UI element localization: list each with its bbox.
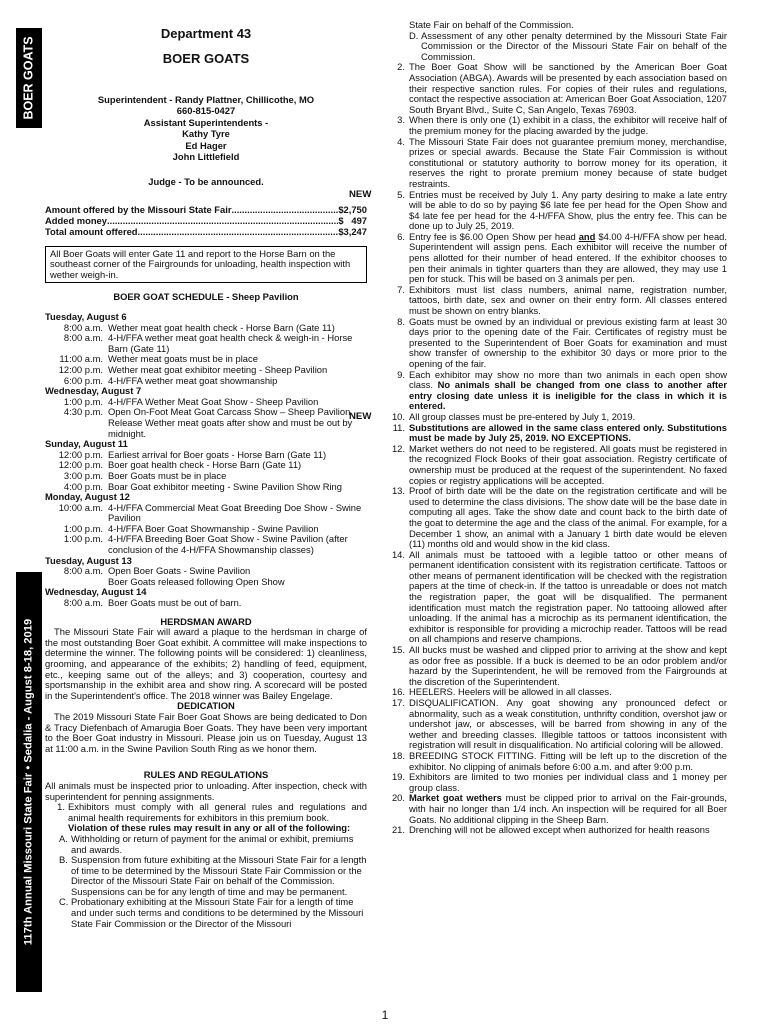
- rule-item: [375, 550, 727, 645]
- rule-text: [409, 317, 727, 370]
- rule-text: [409, 550, 727, 645]
- rule-item: [375, 370, 727, 412]
- event-time: 1:00 p.m.: [63, 522, 103, 534]
- event-description: 4-H/FFA Commercial Meat Goat Breeding Doe Show - Swine Pavilion: [108, 501, 362, 524]
- herdsman-title: HERDSMAN AWARD: [160, 615, 252, 627]
- event-time: 8:00 a.m.: [63, 321, 103, 333]
- assistant-heading: Assistant Superintendents -: [143, 116, 269, 128]
- rule-item: [375, 423, 727, 444]
- rule-subitem: [45, 834, 367, 855]
- rule-text: [409, 645, 727, 687]
- schedule-day: Tuesday, August 6: [45, 311, 127, 323]
- subitem-letter: A.: [59, 832, 68, 844]
- rule-text: [409, 137, 727, 190]
- page-title: BOER GOATS: [162, 51, 250, 66]
- subitem-text: Withholding or return of payment for the animal or exhibit, premiums and awards.: [71, 832, 354, 855]
- event-description: Boar Goat exhibitor meeting - Swine Pavilion Show Ring: [108, 480, 342, 492]
- schedule-day: Monday, August 12: [45, 491, 130, 503]
- rule-number: 8.: [397, 315, 405, 327]
- rule-number: 9.: [397, 368, 405, 380]
- judge-line: Judge - To be announced.: [148, 176, 264, 188]
- schedule-event: [45, 365, 367, 376]
- schedule-event: [45, 503, 367, 524]
- rule-number: 5.: [397, 188, 405, 200]
- rule-text-part: Exhibitors are limited to two monies per individual class and 1 money per group class.: [409, 771, 727, 793]
- event-description: 4-H/FFA Boer Goat Showmanship - Swine Pavilion: [108, 522, 319, 534]
- dedication-text: The 2019 Missouri State Fair Boer Goat Shows are being dedicated to Don & Tracy Diefenbach of Amarugia Boer Goats. They have been very important to the Boer Goat industry in Missouri. Please join us on Tuesday, August 13 at 11:00 a.m. in the Swine Pavilion South Ring as we honor them.: [45, 710, 367, 754]
- rule-text-part: All group classes must be pre-entered by July 1, 2019.: [409, 410, 636, 422]
- rule-text-part: When there is only one (1) exhibit in a class, the exhibitor will receive half of the premium money for the placing awarded by the judge.: [409, 114, 727, 136]
- rule-subitem: [375, 31, 727, 63]
- rule-text: [409, 772, 727, 793]
- rule-text-part: Entry fee is $6.00 Open Show per head: [409, 230, 579, 242]
- side-tab-label: BOER GOATS: [21, 36, 36, 120]
- schedule-event: [45, 471, 367, 482]
- money-table: [45, 204, 367, 238]
- rule-number: 13.: [391, 485, 405, 497]
- rule-item: [375, 793, 727, 825]
- money-label: Total amount offered: [45, 226, 138, 238]
- rule-number: 18.: [391, 749, 405, 761]
- rule-text: [409, 825, 727, 836]
- schedule-event: [45, 598, 367, 609]
- event-time: 8:00 a.m.: [63, 565, 103, 577]
- event-time: 12:00 p.m.: [58, 448, 103, 460]
- event-description: Open On-Foot Meat Goat Carcass Show – Sheep Pavilion Release Wether meat goats after show and must be out by midnight.: [108, 406, 353, 439]
- rule-1-subitems: [45, 834, 367, 929]
- new-tag: NEW: [349, 188, 372, 200]
- rule-text-part: Proof of birth date will be the date on the registration certificate and will be used to determine the class divisions. The show date will be the base date in computing all ages. Take the show date and count back to the birth date of the goat to determine the age and the class of the animal. For example, for a December 1 show, an animal with a January 1 birth date would be eleven (11) months old and would show in the kid class.: [409, 485, 727, 550]
- subitem-text: Suspension from future exhibiting at the Missouri State Fair for a length of time to be determined by the Missouri State Fair Commission or the Director of the Missouri State Fair on behalf of the Commission. Suspensions can be for any length of time and may be permanent.: [71, 854, 367, 897]
- schedule-event: [45, 534, 367, 555]
- event-description: Boer Goats must be out of barn.: [108, 597, 242, 609]
- event-description: Wether meat goat health check - Horse Barn (Gate 11): [108, 321, 335, 333]
- event-description: Open Boer Goats - Swine Pavilion: [108, 565, 251, 577]
- superintendent: Superintendent - Randy Plattner, Chillicothe, MO: [97, 94, 315, 105]
- event-time: 3:00 p.m.: [63, 469, 103, 481]
- subitem-letter: B.: [59, 854, 68, 866]
- rule-number: 17.: [391, 697, 405, 708]
- rule-number: 1.: [57, 801, 65, 813]
- money-row: [45, 215, 367, 226]
- new-tag: NEW: [349, 410, 372, 422]
- rule-text: [409, 423, 727, 444]
- event-time: 1:00 p.m.: [63, 395, 103, 407]
- rule-continuation: State Fair on behalf of the Commission.: [409, 19, 574, 30]
- schedule-event: [45, 407, 367, 439]
- money-row: [45, 204, 367, 215]
- rule-text: [409, 444, 727, 486]
- rule-text: [409, 190, 727, 232]
- rule-text-part: Entries must be received by July 1. Any party desiring to make a late entry will be able to do so by paying $6 late fee per head for the Open Show and $4 late fee per head for the 4-H/FFA Show, plus the entry fee. This can be done up to July 25, 2019.: [409, 188, 727, 232]
- herdsman-text: The Missouri State Fair will award a plaque to the herdsman in charge of the most outstanding Boer Goat exhibit. A committee will make inspections to determine the winner. The following points will be considered: 1) cleanliness, grooming, and appearance of the exhibits; 2) handling of feed, equipment, etc., keeping same out of the alleys; and 3) cooperation, courtesy and sportsmanship in the exhibit area and show ring. A scorecard will be posted in the Superintendent's office. The 2018 winner was Bailey Engelage.: [45, 626, 367, 701]
- rule-text: [409, 115, 727, 136]
- rules-intro: All animals must be inspected prior to unloading. After inspection, check with superintendent for penning assignments.: [45, 779, 367, 802]
- rule-text: [409, 751, 727, 772]
- rule-subitem: [45, 855, 367, 897]
- rule-number: 16.: [391, 686, 405, 698]
- rule-emphasis: and: [578, 230, 596, 242]
- entry-notice-box: All Boer Goats will enter Gate 11 and report to the Horse Barn on the southeast corner of the Fairgrounds for unloading, health inspection with wether weigh-in.: [45, 246, 367, 284]
- event-description: Boer Goats must be in place: [108, 469, 227, 481]
- event-description: 4-H/FFA Breeding Boer Goat Show - Swine Pavilion (after conclusion of the 4-H/FFA Showmanship classes): [108, 533, 348, 556]
- side-tab-boer-goats: [16, 28, 42, 128]
- event-description: 4-H/FFA wether meat goat showmanship: [108, 374, 278, 386]
- event-description: Boer goat health check - Horse Barn (Gate 11): [108, 459, 302, 471]
- rule-bold-text: No animals shall be changed from one class to another after entry closing date unless it is ineligible for the class in which it is entered.: [409, 379, 727, 412]
- rule-item: [375, 751, 727, 772]
- rule-bold-lead: Market goat wethers: [409, 792, 502, 804]
- rule-text: Exhibitors must comply with all general rules and regulations and animal health requirements for exhibitors in this premium book.: [68, 801, 367, 823]
- rule-item: [375, 62, 727, 115]
- rule-text: [409, 486, 727, 550]
- page-number: 1: [381, 1008, 389, 1022]
- rule-item: [375, 317, 727, 370]
- event-time: 11:00 a.m.: [59, 353, 103, 365]
- rule-penalty-heading: Violation of these rules may result in any or all of the following:: [68, 822, 351, 834]
- rule-item: [45, 802, 367, 834]
- event-description: 4-H/FFA Wether Meat Goat Show - Sheep Pavilion: [108, 395, 319, 407]
- rule-text-part: $4.00 4-H/FFA show per head. Superintendent will assign pens. Each exhibitor will receive the number of pens allotted for their number of head entered. If the exhibitor chooses to pen their animals in tighter quarters than they are allowed, they may use 1 pen for stuck. This will be based on 3 animals per pen.: [409, 230, 727, 285]
- rule-number: 2.: [397, 61, 405, 73]
- rule-number: 7.: [397, 283, 405, 295]
- superintendent-phone: 660-815-0427: [176, 105, 236, 117]
- rule-text: [409, 232, 727, 285]
- rule-number: 20.: [391, 792, 405, 804]
- schedule-event: [45, 333, 367, 354]
- money-row: [45, 226, 367, 237]
- schedule-day: Wednesday, August 7: [45, 385, 142, 397]
- event-time: 12:00 p.m.: [58, 459, 103, 471]
- side-tab-fair-banner: [16, 572, 42, 992]
- event-time: 4:30 p.m.: [63, 406, 103, 418]
- rule-bold-lead: Substitutions are allowed in the same class entered only. Substitutions must be made by July 25, 2019. NO EXCEPTIONS.: [409, 421, 727, 444]
- rule-item: [375, 698, 727, 751]
- subitem-text: Assessment of any other penalty determined by the Missouri State Fair Commission or the Director of the Missouri State Fair on behalf of the Commission.: [421, 29, 727, 62]
- rule-number: 10.: [391, 410, 405, 422]
- rule-text-part: All animals must be tattooed with a legible tattoo or other means of permanent identification consistent with its registration certificate. Tattoos or other means of permanent identification will be checked with the registration papers at the time of check-in. If the tattoo is unreadable or does not match the registration paper, the goat will be disqualified. The permanent identification must match the registration paper. No tattooing allowed after unloading. If the animal has a microchip as its permanent identification, the exhibitor is responsible for providing a microchip reader. Tattoos will be read on all champions and reserve champions.: [409, 548, 727, 645]
- rule-text: [409, 285, 727, 317]
- event-description: Earliest arrival for Boer goats - Horse Barn (Gate 11): [108, 448, 327, 460]
- event-time: 8:00 a.m.: [63, 332, 103, 344]
- assistant-name: Kathy Tyre: [182, 128, 230, 140]
- rule-number: 4.: [397, 135, 405, 147]
- rule-text-part: Exhibitors must list class numbers, animal name, registration number, tattoos, birth date, sex and owner on their entry form. All classes entered must be shown on entry blanks.: [409, 283, 727, 317]
- schedule-day: Tuesday, August 13: [45, 554, 132, 566]
- rule-text-part: BREEDING STOCK FITTING. Fitting will be left up to the discretion of the exhibitor. No clipping of animals before 6:00 a.m. and after 9:00 p.m.: [409, 749, 727, 772]
- rule-number: 19.: [391, 771, 405, 783]
- rule-item: [375, 285, 727, 317]
- assistant-name: John Littlefield: [172, 151, 240, 163]
- event-description: Wether meat goats must be in place: [108, 353, 258, 365]
- left-column: [45, 20, 367, 929]
- rule-text-part: The Boer Goat Show will be sanctioned by the American Boer Goat Association (ABGA). Awards will be presented by each association based on their respective sanction rules. For copies of their rules and regulations, contact the respective association at: American Boer Goat Association, 1207 South Bryant Blvd., Suite C, San Angelo, Texas 76903.: [409, 61, 727, 115]
- rule-item: [375, 232, 727, 285]
- rule-number: 14.: [391, 548, 405, 560]
- event-time: 8:00 a.m.: [63, 597, 103, 609]
- rule-subitem: [45, 897, 367, 929]
- rule-item: [375, 137, 727, 190]
- rule-text-part: Drenching will not be allowed except when authorized for health reasons: [409, 824, 710, 836]
- rule-text-part: DISQUALIFICATION. Any goat showing any pronounced defect or abnormality, such as a weak constitution, unthrifty condition, overshot jaw or undershot jaw, or abscesses, will be barred from showing in any of the wether and breeding classes. Illegible tattoos or tattoos inconsistent with registration will result in disqualification. No artificial coloring will be allowed.: [409, 697, 727, 751]
- assistant-name: Ed Hager: [185, 139, 227, 151]
- rule-text-part: Goats must be owned by an individual or previous existing farm at least 30 days prior to the opening date of the Fair. Certificates of registry must be presented to the Superintendent of Boer Goats for examination and must show transfer of ownership to the exhibitor 30 days or more prior to the opening of the fair.: [409, 315, 727, 369]
- rule-text-part: All bucks must be washed and clipped prior to arriving at the show and kept as odor free as possible. If a buck is deemed to be an odor problem and/or hazard by the Superintendent, he will be removed from the Fairgrounds at the discretion of the Superintendent.: [409, 644, 727, 687]
- rule-text: [409, 793, 727, 825]
- subitem-letter: C.: [59, 896, 69, 908]
- event-time: 6:00 p.m.: [63, 374, 103, 386]
- rule-item: [375, 115, 727, 136]
- rule-text-part: must be clipped prior to arrival on the Fair-grounds, with hair no longer than 1/4 inch. An inspection will be required for all Boer Goats. No additional clipping in the Sheep Barn.: [409, 792, 727, 825]
- money-amount: $ 497: [338, 215, 367, 227]
- department-heading: Department 43: [160, 26, 252, 41]
- subitem-letter: D.: [409, 29, 419, 41]
- event-time: 10:00 a.m.: [58, 501, 103, 513]
- rules-title: RULES AND REGULATIONS: [143, 769, 269, 781]
- rule-item: [375, 486, 727, 550]
- rule-text-part: Market wethers do not need to be registered. All goats must be registered in the recognized Flock Books of their goat association. Registry certificate of ownership must be produced at the request of the superintendent. No faxed copies or registry applications will be accepted.: [409, 442, 727, 486]
- rule-text-part: HEELERS. Heelers will be allowed in all classes.: [409, 686, 612, 698]
- rule-item: [375, 645, 727, 687]
- rule-number: 6.: [397, 230, 405, 242]
- schedule: [45, 312, 367, 609]
- staff-list: [45, 94, 367, 162]
- money-label: Added money: [45, 215, 107, 227]
- rule-item: [375, 825, 727, 836]
- schedule-day: Wednesday, August 14: [45, 586, 147, 598]
- dedication-title: DEDICATION: [177, 700, 235, 712]
- rule-item: [375, 772, 727, 793]
- money-amount: $3,247: [338, 226, 367, 238]
- rule-number: 3.: [397, 114, 405, 126]
- rule-text: [409, 62, 727, 115]
- side-tab-banner-label: 117th Annual Missouri State Fair • Sedalia - August 8-18, 2019: [22, 618, 35, 946]
- rule-number: 11.: [392, 421, 405, 433]
- rule-text: [409, 698, 727, 751]
- event-time: 1:00 p.m.: [63, 533, 103, 545]
- rule-number: 15.: [391, 644, 405, 656]
- event-description: 4-H/FFA wether meat goat health check & weigh-in - Horse Barn (Gate 11): [108, 332, 353, 354]
- rule-text-part: The Missouri State Fair does not guarantee premium money, merchandise, prizes or special awards. Because the State Fair Commission is without constitutional or statutory authority to borrow money for its operation, it reserves the right to prorate premium money because of state budget restraints.: [409, 135, 727, 189]
- subitem-text: Probationary exhibiting at the Missouri State Fair for a length of time and under such terms and conditions to be determined by the Missouri State Fair Commission or the Director of the Missouri: [71, 896, 364, 929]
- event-time: 4:00 p.m.: [63, 480, 103, 492]
- rule-number: 12.: [391, 442, 405, 454]
- schedule-title: BOER GOAT SCHEDULE - Sheep Pavilion: [113, 291, 299, 303]
- event-description: Wether meat goat exhibitor meeting - Sheep Pavilion: [108, 363, 328, 375]
- rule-text-part: Each exhibitor may show no more than two animals in each open show class.: [409, 368, 727, 391]
- money-amount: $2,750: [338, 204, 367, 216]
- event-time: 12:00 p.m.: [58, 363, 103, 375]
- rule-number: 21.: [391, 824, 405, 836]
- rule-text: [409, 370, 727, 412]
- rule-item: [375, 444, 727, 486]
- schedule-day: Sunday, August 11: [45, 438, 128, 450]
- money-label: Amount offered by the Missouri State Fair: [45, 204, 232, 216]
- event-description: Boer Goats released following Open Show: [108, 575, 285, 587]
